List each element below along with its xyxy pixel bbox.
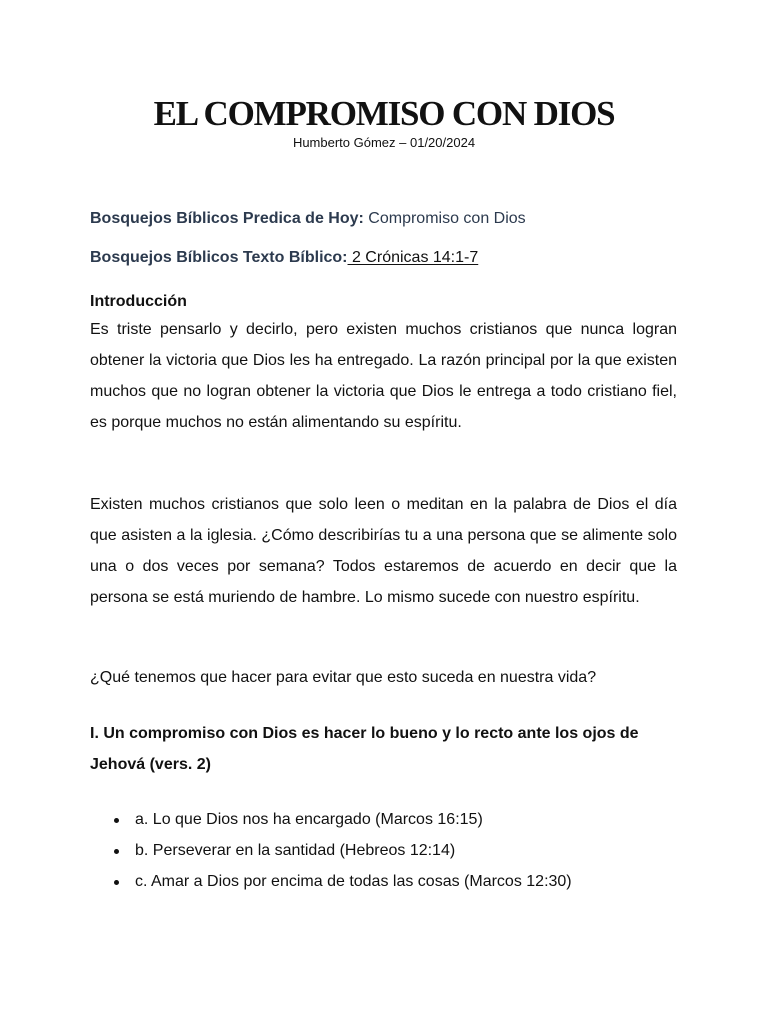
section-heading-1: I. Un compromiso con Dios es hacer lo bueno y lo recto ante los ojos de Jehová (vers. 2) <box>90 725 639 773</box>
author-date-line: Humberto Gómez – 01/20/2024 <box>292 135 476 150</box>
bullet-icon <box>114 818 119 823</box>
intro-paragraph-2: Existen muchos cristianos que solo leen o meditan en la palabra de Dios el día que asisten a la iglesia. ¿Cómo describirías tu a una persona que se alimente solo una o dos veces por semana? Todos estaremos de acuerdo en decir que la persona se está muriendo de hambre. Lo mismo sucede con nuestro espíritu. <box>90 496 677 606</box>
sermon-topic-line <box>90 209 526 229</box>
list-item-text: b. Perseverar en la santidad (Hebreos 12:14) <box>135 842 456 859</box>
bullet-icon <box>114 880 119 885</box>
bible-text-link[interactable]: 2 Crónicas 14:1-7 <box>347 249 479 266</box>
intro-paragraph-1: Es triste pensarlo y decirlo, pero existen muchos cristianos que nunca logran obtener la victoria que Dios les ha entregado. La razón principal por la que existen muchos que no logran obtener la victoria que Dios le entrega a todo cristiano fiel, es porque muchos no están alimentando su espíritu. <box>90 321 677 431</box>
bible-text-label: Bosquejos Bíblicos Texto Bíblico: <box>90 249 348 266</box>
sermon-topic-label: Bosquejos Bíblicos Predica de Hoy: <box>90 210 364 227</box>
bible-text-line <box>90 248 478 268</box>
list-item-text: c. Amar a Dios por encima de todas las cosas (Marcos 12:30) <box>135 873 572 890</box>
sermon-topic-value: Compromiso con Dios <box>363 210 526 227</box>
bullet-icon <box>114 849 119 854</box>
list-item <box>90 804 572 835</box>
intro-heading: Introducción <box>90 293 187 310</box>
list-item <box>90 835 572 866</box>
section-1-list <box>90 804 572 897</box>
intro-question: ¿Qué tenemos que hacer para evitar que esto suceda en nuestra vida? <box>90 669 597 686</box>
list-item-text: a. Lo que Dios nos ha encargado (Marcos 16:15) <box>135 811 483 828</box>
document-title: EL COMPROMISO CON DIOS <box>153 94 615 133</box>
list-item <box>90 866 572 897</box>
